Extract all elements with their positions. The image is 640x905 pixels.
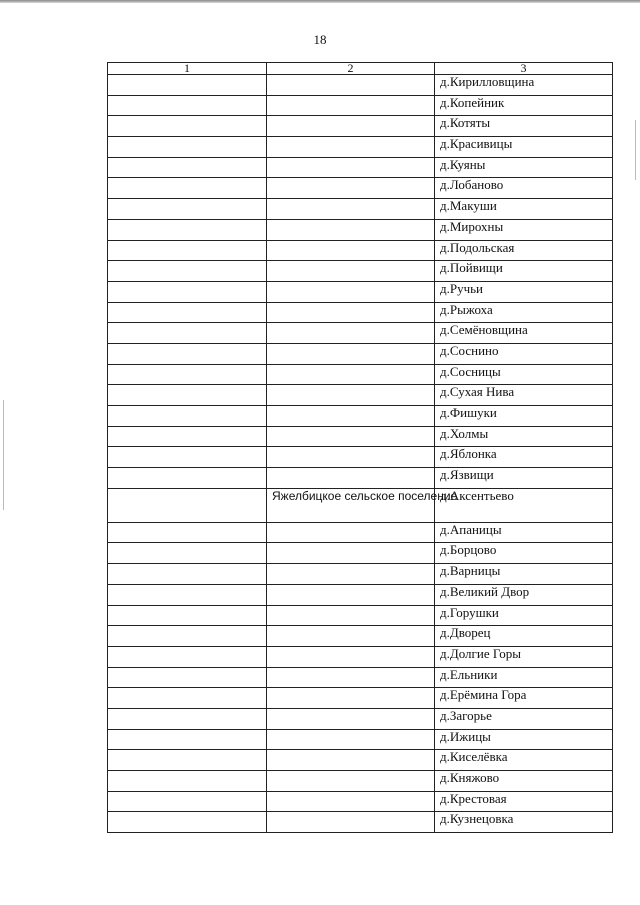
table-row xyxy=(108,302,613,323)
column-header-1: 1 xyxy=(108,63,267,75)
table-row xyxy=(108,626,613,647)
table-cell-col-1 xyxy=(108,75,267,96)
table-cell-col-2 xyxy=(267,75,435,96)
table-cell-col-2 xyxy=(267,791,435,812)
table-cell-col-3: д.Ижицы xyxy=(435,729,613,750)
table-cell-col-1 xyxy=(108,178,267,199)
table-cell-col-1 xyxy=(108,626,267,647)
table-cell-col-2 xyxy=(267,543,435,564)
table-row xyxy=(108,564,613,585)
table-row xyxy=(108,137,613,158)
table-row xyxy=(108,261,613,282)
table-cell-col-2 xyxy=(267,468,435,489)
table-row xyxy=(108,75,613,96)
table-cell-col-2 xyxy=(267,584,435,605)
table-cell-col-1 xyxy=(108,199,267,220)
table-row xyxy=(108,385,613,406)
table-cell-col-2 xyxy=(267,426,435,447)
table-row xyxy=(108,219,613,240)
table-cell-col-1 xyxy=(108,667,267,688)
table-cell-col-2 xyxy=(267,406,435,427)
table-body xyxy=(108,75,613,833)
table-cell-col-1 xyxy=(108,302,267,323)
table-cell-col-2 xyxy=(267,750,435,771)
table-cell-col-3: д.Рыжоха xyxy=(435,302,613,323)
table-cell-col-2 xyxy=(267,447,435,468)
table-cell-col-2 xyxy=(267,385,435,406)
table-cell-col-1 xyxy=(108,426,267,447)
column-header-3: 3 xyxy=(435,63,613,75)
table-row xyxy=(108,488,613,522)
table-cell-col-3: д.Киселёвка xyxy=(435,750,613,771)
table-cell-col-3: д.Варницы xyxy=(435,564,613,585)
table-cell-col-1 xyxy=(108,646,267,667)
table-cell-col-3: д.Княжово xyxy=(435,771,613,792)
table-cell-col-2 xyxy=(267,364,435,385)
table-cell-col-2 xyxy=(267,729,435,750)
page-number: 18 xyxy=(313,32,327,47)
column-header-2: 2 xyxy=(267,63,435,75)
table-cell-col-1 xyxy=(108,750,267,771)
table-cell-col-2 xyxy=(267,281,435,302)
table-row xyxy=(108,343,613,364)
table-row xyxy=(108,791,613,812)
table-row xyxy=(108,406,613,427)
table-cell-col-1 xyxy=(108,688,267,709)
table-row xyxy=(108,708,613,729)
table-cell-col-2 xyxy=(267,137,435,158)
table-cell-col-3: д.Подольская xyxy=(435,240,613,261)
table-row xyxy=(108,468,613,489)
scan-margin-mark xyxy=(635,120,636,180)
table-cell-col-1 xyxy=(108,219,267,240)
table-cell-col-3: д.Долгие Горы xyxy=(435,646,613,667)
table-row xyxy=(108,771,613,792)
table-cell-col-1 xyxy=(108,323,267,344)
table-cell-col-1 xyxy=(108,116,267,137)
table-row xyxy=(108,364,613,385)
table-row xyxy=(108,281,613,302)
table-cell-col-2 xyxy=(267,323,435,344)
table-cell-col-3: д.Соснино xyxy=(435,343,613,364)
table-cell-col-1 xyxy=(108,343,267,364)
table-cell-col-2 xyxy=(267,219,435,240)
table-cell-col-1 xyxy=(108,406,267,427)
table-cell-col-3: д.Красивицы xyxy=(435,137,613,158)
table-row xyxy=(108,447,613,468)
table-cell-col-1 xyxy=(108,812,267,833)
table-row xyxy=(108,729,613,750)
table-cell-col-3: д.Горушки xyxy=(435,605,613,626)
scan-margin-mark xyxy=(3,400,4,510)
table-cell-col-2 xyxy=(267,688,435,709)
table-cell-col-2 xyxy=(267,95,435,116)
table-cell-col-3: д.Кирилловщина xyxy=(435,75,613,96)
table-cell-col-3: д.Мирохны xyxy=(435,219,613,240)
table-cell-col-3: д.Копейник xyxy=(435,95,613,116)
table-row xyxy=(108,95,613,116)
table-cell-col-1 xyxy=(108,729,267,750)
table-cell-col-2 xyxy=(267,178,435,199)
table-cell-col-2 xyxy=(267,116,435,137)
table-row xyxy=(108,157,613,178)
table-cell-col-3: д.Лобаново xyxy=(435,178,613,199)
table-cell-col-3: д.Апаницы xyxy=(435,522,613,543)
table-cell-col-3: д.Ерёмина Гора xyxy=(435,688,613,709)
table-cell-col-3: д.Борцово xyxy=(435,543,613,564)
table-cell-col-1 xyxy=(108,261,267,282)
table-cell-col-3: д.Кузнецовка xyxy=(435,812,613,833)
table-cell-col-1 xyxy=(108,385,267,406)
table-row xyxy=(108,323,613,344)
table-cell-col-3: д.Куяны xyxy=(435,157,613,178)
table-row xyxy=(108,812,613,833)
table-cell-col-3: д.Яблонка xyxy=(435,447,613,468)
table-cell-col-3: д.Язвищи xyxy=(435,468,613,489)
table-cell-col-1 xyxy=(108,605,267,626)
settlements-table xyxy=(107,62,613,833)
table-cell-col-2 xyxy=(267,564,435,585)
table-cell-col-3: д.Макуши xyxy=(435,199,613,220)
table-row xyxy=(108,426,613,447)
table-cell-col-2: Яжелбицкое сельское поселение xyxy=(267,488,435,522)
table-cell-col-3: д.Дворец xyxy=(435,626,613,647)
table-cell-col-3: д.Пойвищи xyxy=(435,261,613,282)
table-cell-col-1 xyxy=(108,522,267,543)
table-row xyxy=(108,667,613,688)
table-cell-col-3: д.Аксентьево xyxy=(435,488,613,522)
table-cell-col-2 xyxy=(267,605,435,626)
table-cell-col-1 xyxy=(108,281,267,302)
table-cell-col-1 xyxy=(108,157,267,178)
table-cell-col-3: д.Великий Двор xyxy=(435,584,613,605)
table-row xyxy=(108,605,613,626)
table-cell-col-1 xyxy=(108,543,267,564)
table-cell-col-2 xyxy=(267,626,435,647)
table-row xyxy=(108,199,613,220)
table-cell-col-2 xyxy=(267,199,435,220)
table-cell-col-2 xyxy=(267,667,435,688)
table-row xyxy=(108,240,613,261)
table-cell-col-2 xyxy=(267,157,435,178)
table-cell-col-3: д.Ручьи xyxy=(435,281,613,302)
table-cell-col-2 xyxy=(267,343,435,364)
table-header-row xyxy=(108,63,613,75)
table-cell-col-3: д.Загорье xyxy=(435,708,613,729)
table-row xyxy=(108,543,613,564)
table-cell-col-1 xyxy=(108,137,267,158)
table-cell-col-3: д.Крестовая xyxy=(435,791,613,812)
table-cell-col-2 xyxy=(267,522,435,543)
table-row xyxy=(108,116,613,137)
table-cell-col-3: д.Сосницы xyxy=(435,364,613,385)
table-cell-col-1 xyxy=(108,564,267,585)
table-cell-col-1 xyxy=(108,771,267,792)
table-cell-col-1 xyxy=(108,447,267,468)
table-cell-col-1 xyxy=(108,364,267,385)
table-cell-col-1 xyxy=(108,708,267,729)
table-row xyxy=(108,750,613,771)
table-row xyxy=(108,646,613,667)
table-cell-col-1 xyxy=(108,240,267,261)
table-cell-col-2 xyxy=(267,771,435,792)
table-cell-col-3: д.Ельники xyxy=(435,667,613,688)
table-cell-col-1 xyxy=(108,791,267,812)
scan-top-edge xyxy=(0,0,640,3)
table-cell-col-3: д.Семёновщина xyxy=(435,323,613,344)
table-cell-col-2 xyxy=(267,302,435,323)
table-row xyxy=(108,178,613,199)
table-cell-col-3: д.Котяты xyxy=(435,116,613,137)
table-cell-col-2 xyxy=(267,708,435,729)
table-row xyxy=(108,584,613,605)
table-cell-col-2 xyxy=(267,240,435,261)
table-cell-col-3: д.Сухая Нива xyxy=(435,385,613,406)
table-cell-col-1 xyxy=(108,95,267,116)
table-cell-col-2 xyxy=(267,646,435,667)
table-cell-col-3: д.Фишуки xyxy=(435,406,613,427)
table-cell-col-1 xyxy=(108,488,267,522)
table-row xyxy=(108,688,613,709)
table-cell-col-2 xyxy=(267,261,435,282)
table-cell-col-3: д.Холмы xyxy=(435,426,613,447)
table-cell-col-1 xyxy=(108,468,267,489)
table-row xyxy=(108,522,613,543)
table-cell-col-2 xyxy=(267,812,435,833)
table-cell-col-1 xyxy=(108,584,267,605)
